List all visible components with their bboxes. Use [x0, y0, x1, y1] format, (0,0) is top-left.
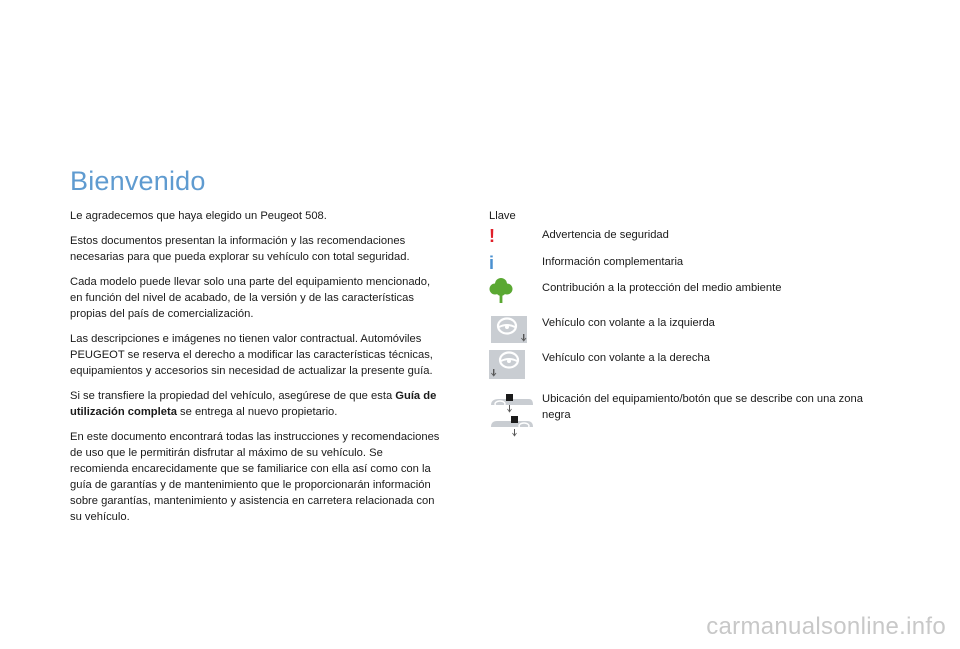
legend-item-label: Contribución a la protección del medio ambiente [542, 282, 782, 294]
guide-name-bold: Guía de utilización completa [70, 390, 437, 418]
legend-item-label: Ubicación del equipamiento/botón que se describe con una zona negra [542, 393, 863, 421]
intro-paragraph-6: En este documento encontrará todas las instrucciones y recomendaciones de uso que le permitirán disfrutar al máximo de su vehículo. Se recomienda encarecidamente que se familiarice con ella así como con la guía de garantías y de mantenimiento que le proporcionarán información sobre garantías, mantenimiento y asistencia en carretera relacionada con su vehículo. [70, 431, 440, 523]
intro-paragraph-5 [70, 388, 442, 420]
intro-paragraph-5-end: se entrega al nuevo propietario. [176, 406, 338, 418]
page-title: Bienvenido [70, 166, 206, 196]
intro-paragraph-2: Estos documentos presentan la información y las recomendaciones necesarias para que pueda explorar su vehículo con total seguridad. [70, 235, 410, 263]
intro-paragraph-5-start: Si se transfiere la propiedad del vehículo, asegúrese de que esta [70, 390, 396, 402]
warning-exclamation-icon: ! [489, 226, 495, 246]
legend-title: Llave [489, 210, 516, 222]
equipment-location-black-zone-icon [489, 393, 535, 443]
right-hand-drive-steering-wheel-icon [489, 347, 529, 379]
intro-paragraph-1: Le agradecemos que haya elegido un Peugeot 508. [70, 210, 327, 222]
legend-item-label: Vehículo con volante a la derecha [542, 352, 710, 364]
intro-column [70, 208, 442, 534]
legend-item-label: Advertencia de seguridad [542, 229, 669, 241]
info-icon: i [489, 253, 495, 273]
leaf-tree-icon [489, 277, 513, 303]
intro-paragraph-4: Las descripciones e imágenes no tienen valor contractual. Automóviles PEUGEOT se reserva el derecho a modificar las características técnicas, equipamientos y accesorios sin necesidad de actualizar la presente guía. [70, 333, 433, 377]
legend-item-label: Información complementaria [542, 256, 684, 268]
left-hand-drive-steering-wheel-icon [489, 313, 529, 343]
watermark-text: carmanualsonline.info [706, 613, 946, 640]
intro-paragraph-3: Cada modelo puede llevar solo una parte del equipamiento mencionado, en función del nivel de acabado, de la versión y de las características propias del país de comercialización. [70, 276, 431, 320]
legend-item-label: Vehículo con volante a la izquierda [542, 317, 715, 329]
